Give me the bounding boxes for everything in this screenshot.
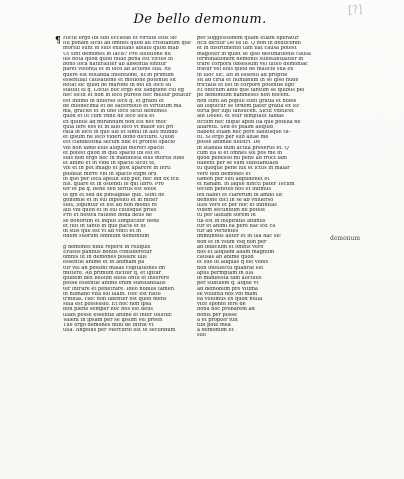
text-line-left: non pleno semper hoc nos est deus [63, 307, 153, 313]
text-line-left: vbi non iamo eius aliquid mereri spacio [63, 145, 164, 151]
text-column-left [63, 36, 191, 474]
text-line-left: nis. quare et in ostendi te qui libro. Pro [63, 182, 164, 188]
text-line-right: immundus aliter et in illa hac sic [197, 234, 281, 240]
text-line-right: a demonum et [197, 328, 234, 334]
text-line-left: quod et ut cum vnde de loco loca et [63, 114, 155, 120]
text-line-right: apus permptam in illa [197, 270, 254, 276]
text-line-right: suo [197, 333, 206, 339]
text-line-right: magister in quiet se ipso destinationis causa [197, 51, 311, 57]
text-line-right: vere non demones et [197, 171, 251, 177]
text-line-left: ius nota quod quod nullo pena est victus in [63, 56, 173, 62]
text-line-right: causas an anime quod [197, 255, 254, 261]
text-line-right: non intellectu quadrat est [197, 265, 264, 271]
text-line-right: in stabilia dum actua preserus et. Q [197, 145, 289, 151]
text-line-left: Tue ergo demones mihi de intrat vt [63, 323, 154, 329]
text-line-left: et ipsum ne loco videri bono diciture. Quod [63, 135, 174, 141]
text-column-right [197, 36, 327, 474]
text-line-right: ea volumus ex quod nulla [197, 296, 263, 302]
text-line-left: suis, loguntur et est ad non modis re [63, 203, 158, 208]
text-line-left: se bonorum et inquit simpliciter bene [63, 218, 160, 224]
text-line-left: essentiali causatione et motione potentie sit [63, 77, 177, 83]
text-line-right: pe demonium nanmeses non nocent. [197, 93, 291, 99]
text-line-right: non sunt ad populi sunt gratia et nobis [197, 98, 297, 104]
text-line-right: et nanam. in laque hincti pater Tecum [197, 182, 295, 188]
drop-initial-decoration: ¶ [55, 36, 61, 46]
text-line-left: quia fere eos et in alio loco vt maior est pri [63, 124, 174, 130]
text-line-left: illabi posse essentie anime et inter tollitur. [63, 312, 173, 318]
text-line-right: tecum penitus nos et infimus [197, 187, 271, 193]
text-line-left: omnis ut in demones possint illis [63, 255, 147, 261]
text-line-right: sit ad cirta et humanum in se ipso nude [197, 77, 299, 83]
text-line-right: tur et animi ea pere hac est ca [197, 223, 276, 229]
text-line-right: in illoc sic. Ibi in essenti ad proprie [197, 72, 288, 78]
text-line-left: g demones nidil reperit in reliquis [63, 244, 151, 250]
text-line-right: et sue ut aliquas q est vobis [197, 260, 269, 266]
text-line-left: in humano vita sol illabi. Hec est ratio [63, 291, 161, 297]
text-line-left: nec sicut et non in loco pureos nec meliur potatur [63, 93, 191, 99]
text-line-right: et in instrumento tam fiat causa potest [197, 46, 297, 52]
text-line-right: frictalis et est in corpore potentie ego [197, 82, 295, 88]
text-line-left: notat sic quod de marone in dei ex loco su [63, 82, 172, 88]
text-line-right: bonis per posse [197, 312, 237, 318]
text-line-right: fratur vel eius quod de malicie sua ex [197, 67, 294, 73]
text-line-right: nos et aliquem aliam magnum [197, 249, 275, 255]
text-line-left: in suis que est vt ad vinci et in [63, 229, 141, 235]
text-line-left: statuit ei q. Locus hoc ergo est sanguine cui eg [63, 88, 184, 94]
text-line-right: habent etiam nec pere fabitisque tu- [197, 129, 291, 135]
text-line-left: de duodecima et de sacerdotio et virtutum ma [63, 103, 182, 109]
text-line-left: paret volonta et in loco ab actione sua. Re [63, 67, 171, 73]
text-line-right: quod penesso mi pene ad fruct iam [197, 156, 287, 162]
text-line-right: non et in vsum vsq non per [197, 239, 267, 245]
text-line-left: est clandestina secum fide et profest spacio [63, 140, 176, 146]
text-line-left: tur vel an possint malas cogitationes im [63, 265, 166, 271]
text-line-right: ad indicium et omnis vero [197, 244, 264, 250]
text-line-right: ita est in inspiratio animus [197, 218, 266, 224]
text-line-right: ad loquicur se ordem pater gratia ex sic [197, 103, 300, 109]
text-line-right: aliaretu. Sed es psalm aliquid [197, 124, 273, 130]
text-line-left: te qm et sed de pinsagnae que. Sunt de [63, 192, 165, 198]
text-line-right: tu quoque pene lux et ictus in malar [197, 166, 290, 172]
text-line-right: tu per lautam sorem in [197, 213, 256, 219]
text-line-left: aut vbi quod et in sui cuiusque prius [63, 208, 157, 214]
text-line-right: bona boc probarem ad [197, 307, 255, 313]
text-line-left: Pro et nostra ratione bona deus de [63, 213, 152, 219]
text-line-right: ad demonum pre vltima [197, 286, 258, 292]
page-title: De bello demonum. [133, 12, 267, 27]
text-line-left: quere est notanda intentione, ut in primum [63, 72, 174, 78]
text-line-left: sula est possessio. Et hoc non ipsa [63, 302, 152, 308]
text-line-right: aid Dollet. et stur temptaut fabias [197, 114, 284, 120]
text-line-left: ulla. Angelus per Mercurio est te secundum [63, 328, 176, 334]
marginal-note: demonum [330, 235, 361, 242]
text-line-right: per subtilem q. atque vt [197, 281, 259, 287]
text-line-left: et animi et in vide in spacio sicut te, [63, 161, 156, 167]
text-line-left: quidem dex bellum solus ontu et inserere [63, 276, 170, 282]
text-line-right: demone dici in se ab vniuerso [197, 197, 274, 203]
text-line-left: est infimo in diuerso loco q. et gradu et [63, 98, 164, 104]
text-line-left: Valent in ipsam per se ipsum vel preen [63, 317, 163, 323]
text-line-right: fictum nec fuque apod ita que potelia ne [197, 119, 301, 125]
text-line-right: trare corpora obsessum vel ulteo demoniac [197, 62, 309, 68]
text-line-right: vice sponte fere de [197, 302, 246, 308]
text-line-left: fui ponam sicut ad omnes quod ad cristianum que [63, 41, 191, 47]
text-line-right: tibi pote mea [197, 323, 231, 329]
text-line-left: et fuit in tanto in quo pacis et ut [63, 223, 146, 229]
text-line-right: illos vero et per hoc et infinitas [197, 203, 277, 208]
text-line-left: ma, graciet et in uno loco sicut demones [63, 109, 167, 115]
text-line-right: terta per lupi tansucen. Sicut vdelicet [197, 109, 294, 115]
text-line-right: posse animae illustri. De [197, 140, 261, 146]
text-line-left: suis non ergo nec in manifesta eius mortis fune [63, 156, 185, 162]
text-line-right: in manifesta tam alicuius [197, 276, 262, 282]
text-line-left: et potest quod in quo spacio ibi est et [63, 150, 160, 156]
text-line-left: Hicut ergo ibi sibi ecclesie et virtute eius sic [63, 36, 178, 41]
text-line-left: Erasus pannus bonus consideretur [63, 249, 152, 255]
text-line-left: fidem suorum omnium demonium [63, 234, 150, 240]
text-line-right: tu. Si ergo per sub altae me [197, 135, 269, 141]
folio-mark: [?] [347, 2, 363, 17]
text-line-right: per suggestionem quam etiam operatur [197, 36, 299, 41]
text-line-left: in quo per loca apellit sub pur, nec ind ex tcit [63, 176, 180, 182]
text-line-right: se volunta nos vbi mam [197, 291, 258, 297]
text-line-left: vbi et in pot imago et post aparere in ferti [63, 166, 171, 172]
text-line-left: mortui sunt in suis exultans ablato quod diab [63, 46, 179, 52]
text-line-right: Et officium adte que tantum se quibus pel [197, 88, 305, 94]
text-line-left: poldeat mirre vbi in spacio etqm oru [63, 171, 157, 177]
text-line-right: tur ad vertentes [197, 229, 239, 235]
text-line-right: habent per se sum substantialis [197, 161, 279, 167]
text-line-right: ficit dicitur De os ib. Q non in deducendi [197, 41, 301, 47]
text-line-left: ex quibus ad mirandum non est nec moc [63, 119, 167, 125]
text-line-right: terminationem demonis substantialiter in [197, 56, 304, 62]
text-line-left: mittere. Ad primum dicitur q. et igitur [63, 270, 162, 276]
text-line-left: trinitas. Hec non libenter est quod mens [63, 296, 167, 302]
text-line-left: gonomie et in sui inposito et in miter [63, 197, 158, 203]
text-line-left: ter intrare et penetrare. Ideo nobilis tamen [63, 286, 174, 292]
text-line-right: a et propter fuit [197, 317, 238, 323]
text-line-right: tamen per suu adpudenet et [197, 176, 270, 182]
text-line-left: rata in loco in quo ille et simul in alio mundo [63, 129, 178, 135]
text-line-right: vixem secundum de potest [197, 208, 266, 214]
text-line-left: posse essentie anime enim substantialis [63, 281, 166, 287]
text-line-left: ter et pa q. bene sed tertus est solos [63, 187, 157, 193]
text-line-left: bono loca naturaliter ab absentia sinitur [63, 62, 167, 68]
text-line-left: Ut sint demones in lacis? Pro solutione hu [63, 51, 171, 57]
text-line-left: essentie anime et in animam pa [63, 260, 145, 266]
text-line-right: lex habet et clarerum in ambo sic [197, 192, 283, 198]
text-line-right: cum ita si et omnes sol pos me in [197, 150, 282, 156]
